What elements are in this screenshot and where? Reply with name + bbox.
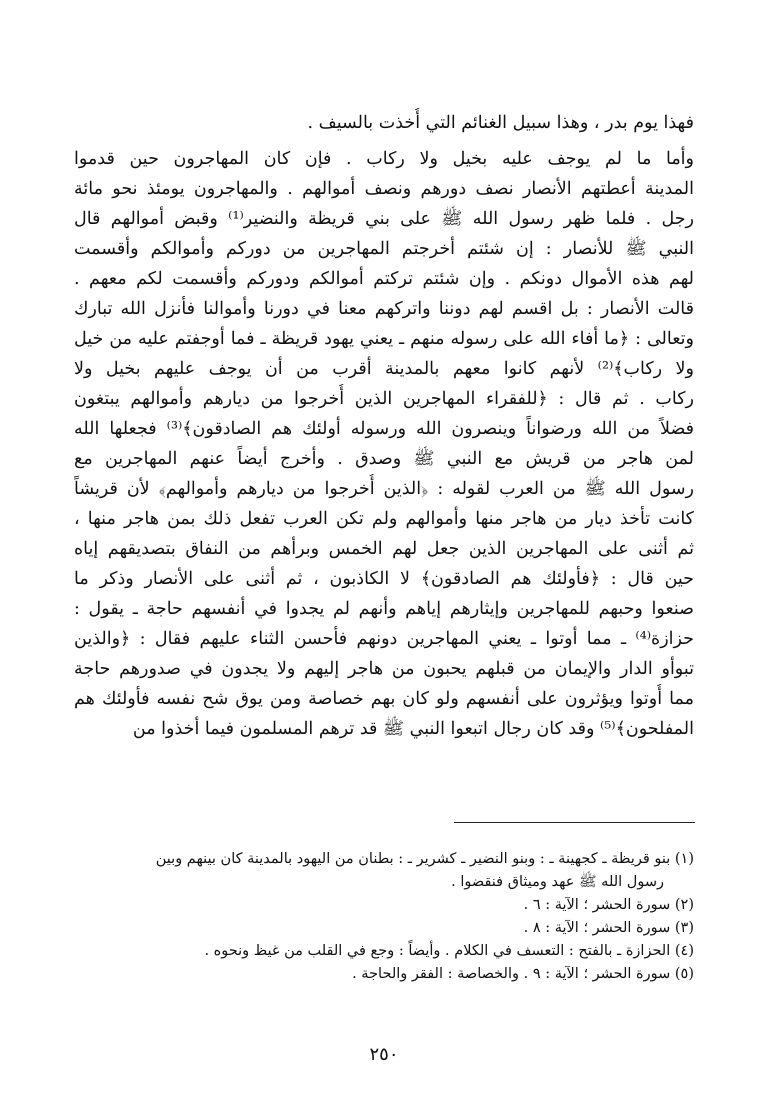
text-line: رجل . فلما ظهر رسول الله ﷺ على بني قريظة والنضير⁽¹⁾ وقبض أموالهم قال [74,209,694,229]
text-line: فهذا يوم بدر ، وهذا سبيل الغنائم التي أُخذت بالسيف . [307,113,694,133]
text-line: ولا ركاب﴾⁽²⁾ لأنهم كانوا معهم بالمدينة أقرب من أن يوجف عليهم بخيل ولا [74,359,694,379]
text-line: النبي ﷺ للأنصار : إن شئتم أخرجتم المهاجرين من دوركم وأموالكم وأقسمت [74,239,694,259]
text-line: ثم أثنى على المهاجرين الذين جعل لهم الخمس وبرأهم من النفاق بتصديقهم إياه [74,539,694,559]
main-text [74,108,694,744]
footnote: (٤) الحزازة ـ بالفتح : التعسف في الكلام . وأيضاً : وجع في القلب من غيظ ونحوه . [204,943,694,959]
text-line: رسول الله ﷺ من العرب لقوله : ﴿الذين أُخرجوا من ديارهم وأموالهم﴾ لأن قريشاً [74,479,694,499]
text-line: المفلحون﴾⁽⁵⁾ وقد كان رجال اتبعوا النبي ﷺ قد ترهم المسلمون فيما أخذوا من [132,719,694,739]
text-line: صنعوا وحبهم للمهاجرين وإيثارهم إياهم وأنهم لم يجدوا في أنفسهم حاجة ـ يقول : [74,599,694,619]
text-line: لمن هاجر من قريش مع النبي ﷺ وصدق . وأخرج أيضاً عنهم المهاجرين مع [74,449,694,469]
text-line: لهم هذه الأموال دونكم . وإن شئتم تركتم أموالكم ودوركم وأقسمت لكم معهم . [74,269,694,289]
page-number: ٢٥٠ [369,1044,399,1065]
footnote: (٣) سورة الحشر ؛ الآية : ٨ . [523,920,694,936]
text-line: وتعالى : ﴿ما أفاء الله على رسوله منهم ـ يعني يهود قريظة ـ فما أوجفتم عليه من خيل [74,329,694,349]
text-line: مما أُوتوا ويؤثرون على أنفسهم ولو كان بهم خصاصة ومن يوق شح نفسه فأولئك هم [74,689,694,709]
footnote-continuation: رسول الله ﷺ عهد وميثاق فنقضوا . [451,874,664,890]
text-line: حين قال : ﴿فأولئك هم الصادقون﴾ لا الكاذبون ، ثم أثنى على الأنصار وذكر ما [74,569,694,589]
text-line: وأما ما لم يوجف عليه بخيل ولا ركاب . فإن كان المهاجرون حين قدموا [74,149,694,169]
text-line: كانت تأخذ ديار من هاجر منها وأموالهم ولم تكن العرب تفعل ذلك بمن هاجر منها ، [74,509,694,529]
text-line: قالت الأنصار : بل اقسم لهم دوننا واتركهم معنا في دورنا وأموالنا فأنزل الله تبارك [74,299,694,319]
text-line: ركاب . ثم قال : ﴿للفقراء المهاجرين الذين أُخرجوا من ديارهم وأموالهم يبتغون [74,389,694,409]
text-line: فضلاً من الله ورضواناً وينصرون الله ورسوله أولئك هم الصادقون﴾⁽³⁾ فجعلها الله [74,419,694,439]
footnote-divider [454,822,695,823]
text-line: حزازة⁽⁴⁾ ـ مما أوتوا ـ يعني المهاجرين دونهم فأحسن الثناء عليهم فقال : ﴿والذين [74,629,694,649]
text-line: تبوأو الدار والإيمان من قبلهم يحبون من هاجر إليهم ولا يجدون في صدورهم حاجة [74,659,694,679]
footnote: (٢) سورة الحشر ؛ الآية : ٦ . [523,897,694,913]
text-line: المدينة أعطتهم الأنصار نصف دورهم ونصف أموالهم . والمهاجرون يومئذ نحو مائة [74,179,694,199]
footnote: (٥) سورة الحشر ؛ الآية : ٩ . والخصاصة : الفقر والحاجة . [352,966,694,982]
footnotes [74,848,694,986]
footnote: (١) بنو قريظة ـ كجهينة ـ : وبنو النضير ـ كشرير ـ : بطنان من اليهود بالمدينة كان بينهم وبين [155,851,694,867]
